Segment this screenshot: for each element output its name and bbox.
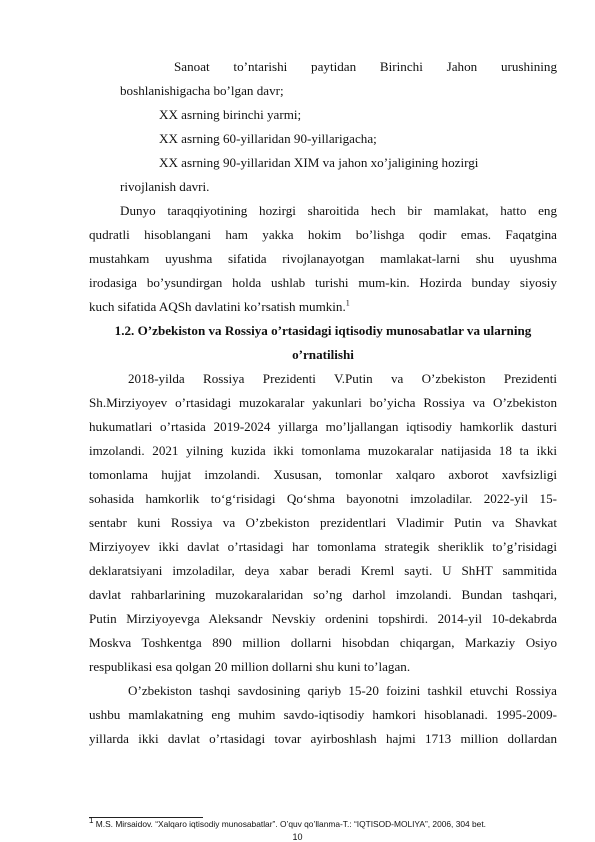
text-line: O’zbekiston tashqi savdosining qariyb 15-20 foizini tashkil etuvchi Rossiya [128, 683, 557, 698]
footnote-reference: 1 [345, 298, 350, 308]
text-line: hukumatlari o’rtasida 2019-2024 yillarga mo’ljallangan iqtisodiy hamkorlik dasturi [89, 419, 557, 434]
section-heading: o’rnatilishi [292, 347, 354, 362]
text-line: imzolandi. 2021 yilning kuzida ikki tomonlama muzokaralar natijasida 18 ta ikki [89, 443, 557, 458]
text-line: deklaratsiyani imzoladilar, deya xabar beradi Kreml sayti. U ShHT sammitida [89, 563, 557, 578]
footnote [89, 816, 486, 830]
footnote-number: 1 [89, 816, 94, 826]
text-line: davlat rahbarlarining muzokaralaridan so’ng darhol imzolandi. Bundan tashqari, [89, 587, 557, 602]
text-line [89, 299, 350, 315]
footnote-divider [89, 817, 203, 818]
list-item: XX asrning birinchi yarmi; [159, 107, 302, 122]
text-line: Sh.Mirziyoyev o’rtasidagi muzokaralar yakunlari bo’yicha Rossiya va O’zbekiston [89, 395, 557, 410]
text-span: kuch sifatida AQSh davlatini ko’rsatish mumkin. [89, 299, 346, 314]
text-line: Dunyo taraqqiyotining hozirgi sharoitida hech bir mamlakat, hatto eng [120, 203, 557, 218]
text-line: irodasiga bo’ysundirgan holda ushlab turishi mum-kin. Hozirda bunday siyosiy [89, 275, 557, 290]
text-line: tomonlama hujjat imzolandi. Xususan, tomonlar xalqaro axborot xavfsizligi [89, 467, 557, 482]
text-line: Sanoat to’ntarishi paytidan Birinchi Jahon urushining [174, 59, 557, 74]
text-line: respublikasi esa qolgan 20 million dollarni shu kuni to’lagan. [89, 659, 411, 674]
text-line: 2018-yilda Rossiya Prezidenti V.Putin va O’zbekiston Prezidenti [128, 371, 557, 386]
text-line: ushbu mamlakatning eng muhim savdo-iqtisodiy hamkori hisoblanadi. 1995-2009- [89, 707, 557, 722]
text-line: rivojlanish davri. [120, 179, 210, 194]
text-line: yillarda ikki davlat o’rtasidagi tovar ayirboshlash hajmi 1713 million dollardan [89, 731, 557, 746]
text-line: boshlanishigacha bo’lgan davr; [120, 83, 284, 98]
footnote-text: M.S. Mirsaidov. “Xalqaro iqtisodiy munosabatlar”. O’quv qo’llanma-T.: “IQTISOD-MOLIYA”, 2006, 304 bet. [95, 819, 486, 829]
text-line: Moskva Toshkentga 890 million dollarni hisobdan chiqargan, Markaziy Osiyo [89, 635, 557, 650]
text-line: mustahkam uyushma sifatida rivojlanayotgan mamlakat-larni shu uyushma [89, 251, 557, 266]
list-item: XX asrning 90-yillaridan XIM va jahon xo’jaligining hozirgi [159, 155, 479, 170]
section-heading: 1.2. O’zbekiston va Rossiya o’rtasidagi iqtisodiy munosabatlar va ularning [114, 323, 532, 338]
page-number: 10 [292, 832, 303, 842]
text-line: sohasida hamkorlik to‘g‘risidagi Qo‘shma bayonotni imzoladilar. 2022-yil 15- [89, 491, 557, 506]
text-line: sentabr kuni Rossiya va O’zbekiston prezidentlari Vladimir Putin va Shavkat [89, 515, 557, 530]
list-item: XX asrning 60-yillaridan 90-yillarigacha; [159, 131, 377, 146]
text-line: Putin Mirziyoyevga Aleksandr Nevskiy ordenini topshirdi. 2014-yil 10-dekabrda [89, 611, 557, 626]
text-line: Mirziyoyev ikki davlat o’rtasidagi har tomonlama strategik sheriklik to’g’risidagi [89, 539, 557, 554]
text-line: qudratli hisoblangani ham yakka hokim bo’lishga qodir emas. Faqatgina [89, 227, 557, 242]
